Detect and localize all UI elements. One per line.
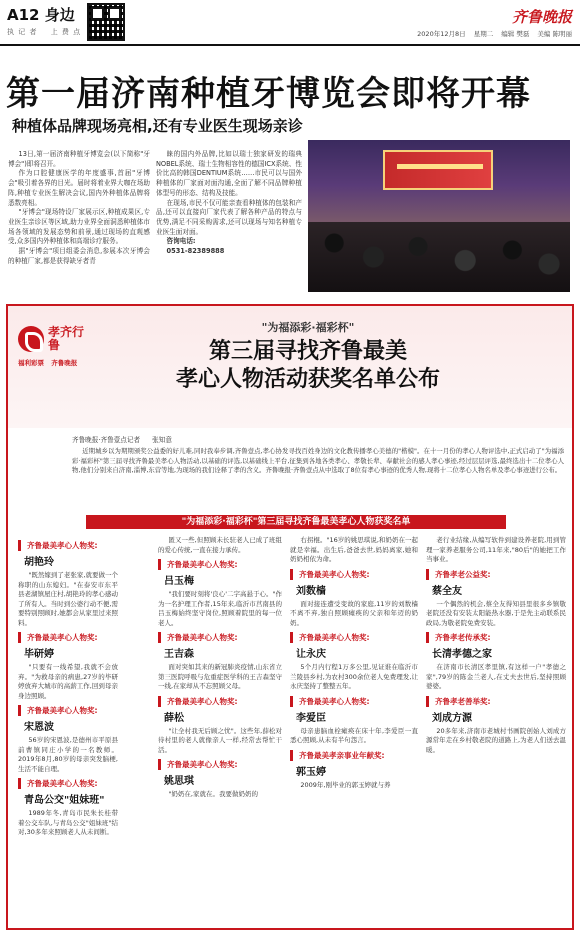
brand-logo bbox=[18, 326, 108, 386]
awardee-name: 长清孝德之家 bbox=[432, 649, 492, 660]
section-name: 身边 bbox=[44, 6, 75, 24]
awardee-story: "只要有一线希望,我就不会放弃。"为救母亲的病患,27岁的毕研婷放弃大城市的高薪工作,回到母亲身边照顾。 bbox=[18, 663, 118, 700]
award-category: 齐鲁最美孝心人物奖: bbox=[290, 696, 418, 707]
brand-tag: 齐鲁晚报 bbox=[51, 359, 78, 367]
section-title-line-2: 孝心人物活动获奖名单公布 bbox=[175, 367, 441, 392]
awardee-name: 郭玉婷 bbox=[296, 766, 326, 778]
awardee-story: 匿又一些,但照顾未长驻老人已成了班组的爱心传统,一直在接力承传。 bbox=[158, 536, 282, 554]
editor-credit: 编辑 樊磊 bbox=[501, 30, 530, 38]
award-category: 齐鲁最美孝心人物奖: bbox=[158, 759, 282, 770]
section-intro bbox=[72, 447, 564, 476]
weekday-text: 星期二 bbox=[473, 30, 494, 38]
section-kicker: "为福添彩·福彩杯" bbox=[261, 321, 355, 334]
byline-author: 张知意 bbox=[152, 436, 172, 444]
awardee-story: 面对突如其来的新冠肺炎疫情,山东省立第三医院呼吸与危重症医学科的王吉森坚守一线,在家却从不忘照顾父母。 bbox=[158, 663, 282, 690]
awards-column-4 bbox=[426, 536, 566, 757]
brand-mark-icon bbox=[18, 326, 44, 352]
awardee-story: 在济南市长清区孝里镇,有这样一户"孝德之家",79岁的陈金兰老人,在丈夫去世后,坚持照顾婆婆。 bbox=[426, 663, 566, 690]
award-category: 齐鲁最美孝心人物奖: bbox=[158, 559, 282, 570]
article-paragraph: 作为口腔健康医学的年度盛事,首届"牙博会"吸引着各界的目光。届时将着业界大咖在场助阵,种植专业医生解决会议,国内外种植体品牌将悉数亮相。 bbox=[8, 169, 150, 207]
section-title-line-1: 第三届寻找齐鲁最美 bbox=[208, 339, 408, 364]
awardee-story: 一个偶然的机会,蔡全友得知县里很多乡镇敬老院还没有安装太阳能热水器,于是先主动联系民政局,为敬老院免费安装。 bbox=[426, 599, 566, 627]
awardee-name: 刘数樯 bbox=[296, 585, 326, 597]
page-number bbox=[7, 4, 75, 25]
awards-column-3 bbox=[290, 536, 418, 792]
awardee-name: 毕研婷 bbox=[24, 649, 54, 660]
awardee-name: 薛松 bbox=[164, 712, 184, 724]
awards-banner: "为福添彩·福彩杯"第三届寻找齐鲁最美孝心人物获奖名单 bbox=[86, 515, 506, 529]
editor-label-2: 上 费 点 bbox=[50, 28, 82, 36]
awardee-name: 李爱臣 bbox=[296, 712, 326, 724]
award-category: 齐鲁最美孝亲事业年献奖: bbox=[290, 750, 418, 761]
award-category: 齐鲁最美孝心人物奖: bbox=[290, 569, 418, 580]
awardee-name: 让永庆 bbox=[296, 649, 326, 660]
award-category: 齐鲁孝老传承奖: bbox=[426, 632, 566, 643]
article-headline: 第一届济南种植牙博览会即将开幕 bbox=[6, 74, 531, 114]
awardee-story: "我们要时刻将'良心'二字高悬于心。"作为一名护理工作者,15年来,临沂市莒南县的吕玉梅始终坚守岗位,照顾着院里的每一位老人。 bbox=[158, 590, 282, 627]
qr-code-icon bbox=[87, 3, 125, 41]
awardee-name: 姚思琪 bbox=[164, 776, 194, 787]
header-rule bbox=[0, 44, 580, 46]
awardee-story: 母亲患脑血栓瘫痪在床十年,李爱臣一直悉心照顾,从未有半句怨言。 bbox=[290, 726, 418, 744]
awardee-story: 2009年,刚毕业的郭玉婷就与养 bbox=[300, 780, 391, 789]
contact-label: 咨询电话: bbox=[166, 237, 196, 246]
award-category: 齐鲁最美孝心人物奖: bbox=[18, 632, 118, 643]
awardee-name: 青岛公交"姐妹班" bbox=[24, 795, 105, 806]
editor-line bbox=[7, 27, 91, 37]
article-column-2 bbox=[156, 150, 302, 257]
article-paragraph: "牙博会"现场特设厂家展示区,种植成果区,专业医生亲诊区等区域,助力业界全面洞悉种植体市场各领域的发展态势和前景,通过现场的直观感受,众多国内外种植体和高端诊疗服务。 bbox=[8, 208, 150, 246]
byline bbox=[72, 434, 182, 444]
article-subhead: 种植体品牌现场亮相,还有专业医生现场亲诊 bbox=[12, 117, 303, 135]
stage-screen bbox=[383, 150, 493, 190]
audience-crowd bbox=[308, 222, 570, 292]
awards-column-1 bbox=[18, 536, 118, 840]
page-header bbox=[0, 0, 580, 44]
awardee-name: 蔡全友 bbox=[432, 585, 462, 597]
article-column-1 bbox=[8, 150, 150, 266]
brand-name: 孝齐行鲁 bbox=[48, 325, 85, 352]
intro-paragraph: 近期城乡以为期期颁奖公益委的好儿难,同时我奉步调,齐鲁壹点,孝心协发寻找百姓身边的文化教传播孝心美德的"楷模"。在十一月份的孝心人物评选中,正式启动了"为福添彩·福彩杯"第三届寻找齐鲁最美孝心人物活动,以基础的评选,以基础线上平台,征集到各地各类孝心、孝敬长辈、奉献社会的感人孝心事迹,经过层层评选,最终选出十二位孝心人物,他们分别来自济南,淄博,东营等地,为现场的我们诠释了孝的含义。齐鲁晚报·齐鲁壹点从中选取了8位有孝心事迹的优秀人物,现将十二位孝心人物名单及孝心事迹进行公布。 bbox=[72, 447, 564, 475]
article-paragraph: 睐的国内外品牌,比如以瑞士独家研发的瑞典NOBEL系统、瑞士生物相容性的德国ICX系统、性价比高的韩国DENTIUM系统……市民可以与国外种植体的厂家面对面沟通,全面了解不同品牌种植体型号的形态、结构及技能。 bbox=[156, 150, 302, 197]
awardee-story: 20多年来,济南市老城村书画院创始人刘成方源常年走在乡村敬老院的道路上,为老人们送去温暖。 bbox=[426, 726, 566, 754]
editor-label-1: 执 记 者 bbox=[7, 28, 38, 36]
awardee-name: 吕玉梅 bbox=[164, 576, 194, 587]
awardee-story: "奶奶在,家就在。我要做奶奶的 bbox=[168, 790, 258, 798]
date-line bbox=[411, 29, 572, 38]
awardee-story: 右拐棍。"16岁的姚思琪说,和奶奶在一起就是幸福。出生后,爸爸去世,妈妈离家,她和奶奶相依为命。 bbox=[290, 536, 418, 563]
awards-column-2 bbox=[158, 536, 282, 802]
awardee-name: 刘成方源 bbox=[432, 712, 472, 724]
contact-phone: 0531-82389888 bbox=[166, 247, 225, 256]
awardee-name: 胡艳玲 bbox=[24, 557, 54, 568]
section-title bbox=[176, 338, 440, 394]
award-category: 齐鲁孝老公益奖: bbox=[426, 569, 566, 580]
page-number-label: A12 bbox=[7, 6, 40, 24]
awardee-name: 宋恩波 bbox=[24, 722, 54, 733]
designer-credit: 美编 陈明丽 bbox=[537, 30, 572, 38]
awardee-story: 老行业结缘,从编写软件到建设养老院,用到管理一家养老服务公司,11年来,"80后"的她把工作当事业。 bbox=[426, 536, 566, 563]
article-paragraph: 在现场,市民不仅可能亲查看种植体的包装和产品,还可以直接向厂家代表了解各种产品的特点与优势,满足不同采购需求,还可以现场与知名种植专业医生面对面。 bbox=[156, 198, 302, 236]
awardee-story: 56岁的宋恩波,是德州市平原县前曹镇同庄小学的一名教师。2019年8月,80岁的母亲突发脑梗,生活不能自理。 bbox=[18, 736, 118, 773]
awardee-story: 1989年冬,青岛市民朱长桂带着公交车队,与青岛公交"姐妹班"结对,30多年来照顾老人从未间断。 bbox=[18, 809, 118, 836]
newspaper-logo: 齐鲁晚报 bbox=[511, 8, 572, 26]
event-photo bbox=[308, 140, 570, 292]
brand-tags bbox=[18, 358, 82, 367]
awardee-story: 面对接连遭受变故的家庭,11岁的刘数樯不离不弃,独自照顾瘫痪的父亲和年迈的奶奶。 bbox=[290, 599, 418, 627]
brand-tag: 福利彩票 bbox=[18, 359, 44, 367]
award-category: 齐鲁最美孝心人物奖: bbox=[158, 632, 282, 643]
awardee-story: "既然嫁到了老张家,就要做一个称职的山东媳妇。"在泰安市东平县老湖镇屋庄村,胡艳玲的孝心感动了所有人。当时到公婆行动不便,需要特别照顾时,她都会从家里过来照料。 bbox=[18, 571, 118, 627]
award-category: 齐鲁最美孝心人物奖: bbox=[18, 705, 118, 716]
article-paragraph: 13日,第一届济南种植牙博览会(以下简称"牙博会")即将召开。 bbox=[8, 150, 150, 168]
award-category: 齐鲁最美孝心人物奖: bbox=[158, 696, 282, 707]
date-text: 2020年12月8日 bbox=[417, 30, 466, 38]
award-category: 齐鲁最美孝心人物奖: bbox=[18, 540, 118, 551]
byline-outlet: 齐鲁晚报·齐鲁壹点记者 bbox=[72, 436, 141, 444]
awardee-story: "让全村我无后顾之忧"。这些年,薛松对待村里的老人就像亲人一样,经常去帮忙干活。 bbox=[158, 726, 282, 754]
awardee-name: 王吉森 bbox=[164, 649, 194, 660]
awardee-story: 5个月内行程1万多公里,见证谁在临沂市兰陵县乡村,为农村300余位老人免费理发,让永庆坚持了整整五年。 bbox=[290, 663, 418, 690]
awards-section bbox=[6, 304, 574, 930]
award-category: 齐鲁最美孝心人物奖: bbox=[18, 778, 118, 789]
article-paragraph: 据"牙博会"项目组委会消息,参展本次牙博会的种植厂家,都是获得缺牙者青 bbox=[8, 247, 150, 265]
award-category: 齐鲁最美孝心人物奖: bbox=[290, 632, 418, 643]
award-category: 齐鲁孝老善举奖: bbox=[426, 696, 566, 707]
